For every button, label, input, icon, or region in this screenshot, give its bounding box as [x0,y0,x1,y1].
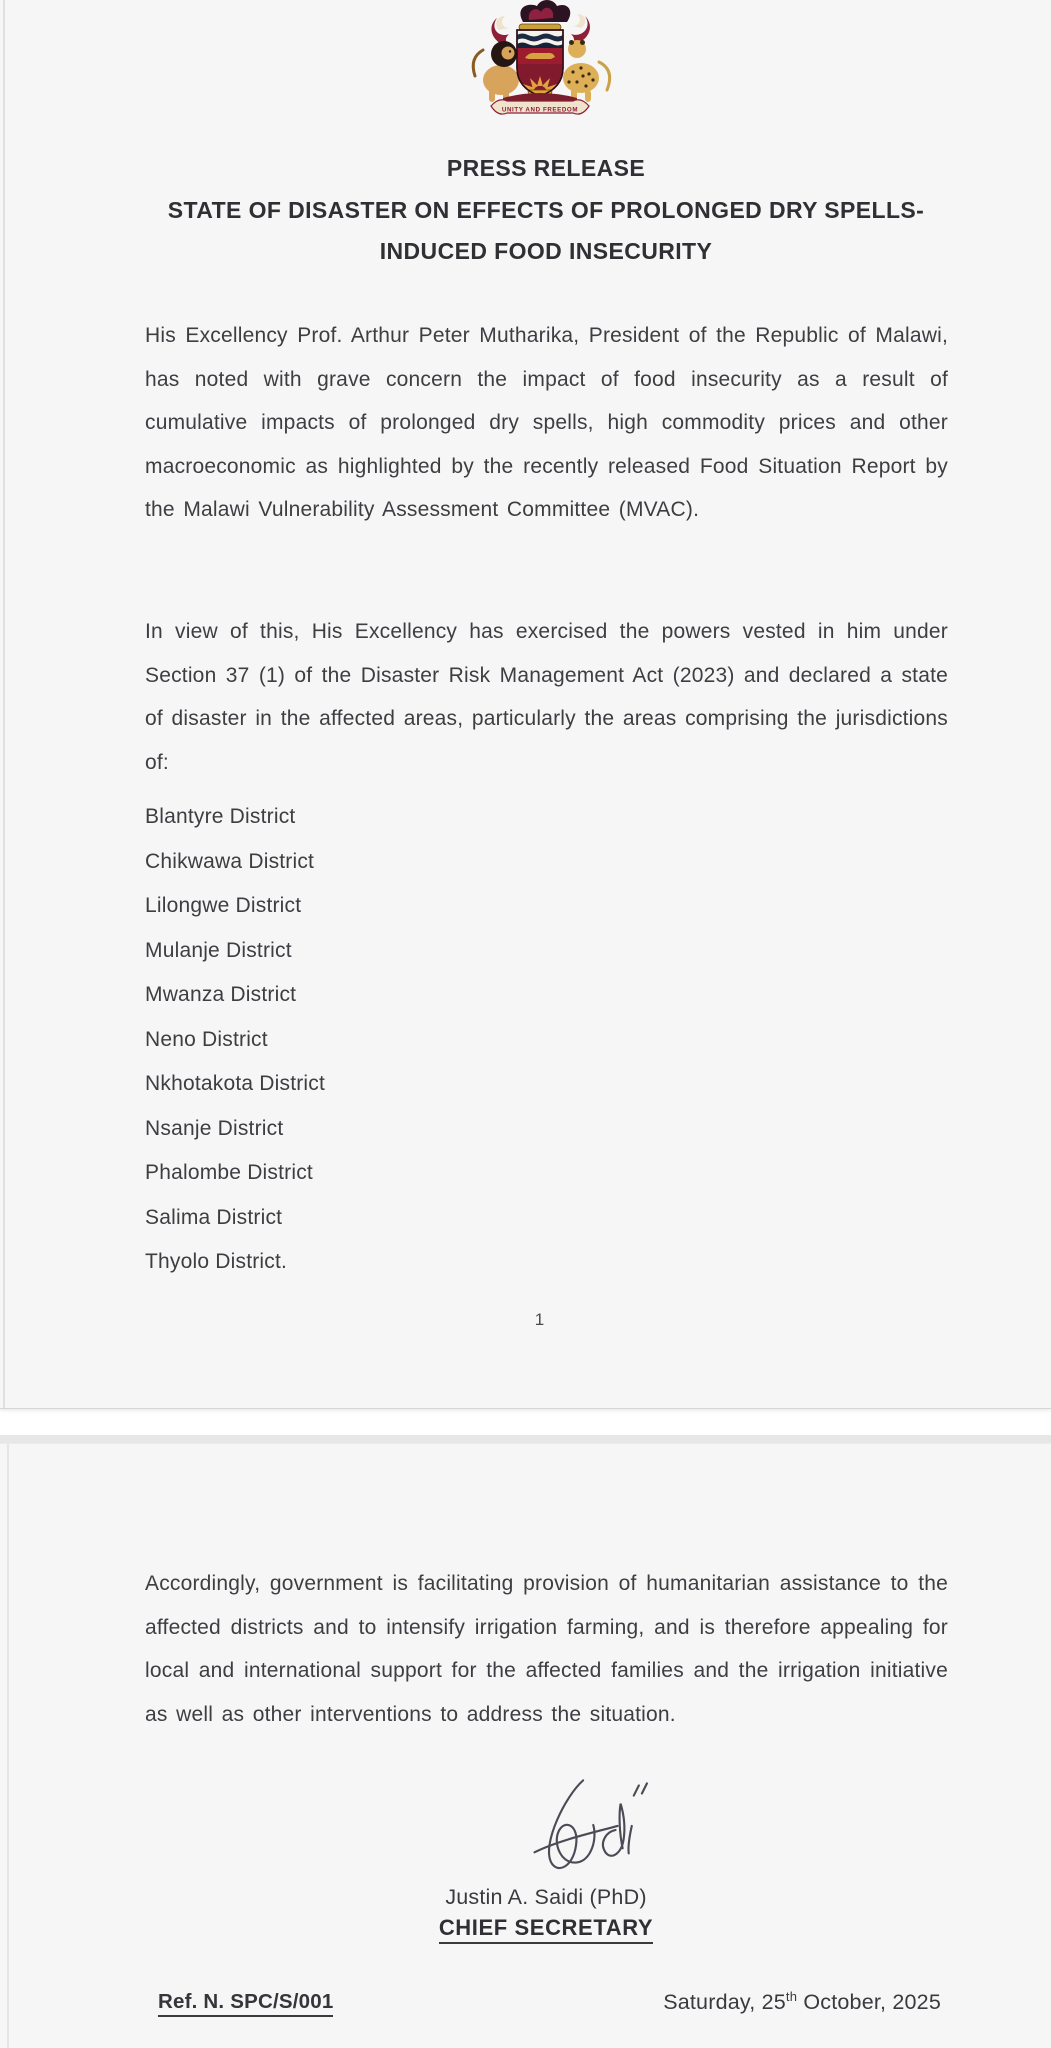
district-item: Lilongwe District [145,894,302,917]
paragraph-appeal: Accordingly, government is facilitating provision of humanitarian assistance to the affected districts and to intensify irrigation farming, and is therefore appealing for local and international support for the affected families and the irrigation initiative as well as other interventions to address the situation. [145,1572,948,1726]
coat-of-arms-motto: UNITY AND FREEDOM [501,106,579,114]
press-release-heading: PRESS RELEASE [446,155,646,181]
page-2 [0,1443,1051,2048]
headline-line-2: INDUCED FOOD INSECURITY [379,238,713,264]
district-item: Neno District [145,1027,268,1051]
date-month-year-part: October, 2025 [797,1990,941,2014]
district-item: Nkhotakota District [145,1072,326,1095]
scan-edge-line [7,1444,9,2048]
page-number: 1 [534,1310,545,1329]
date-ordinal: th [785,1988,798,2004]
headline-line-1: STATE OF DISASTER ON EFFECTS OF PROLONGED DRY SPELLS- [167,196,925,223]
signature-icon [498,1772,650,1886]
title-block [145,148,947,273]
date-day-part: Saturday, 25 [663,1990,786,2014]
district-list [145,795,745,1285]
district-item: Thyolo District. [145,1250,288,1273]
district-item: Mulanje District [145,938,292,962]
signatory-title-text: CHIEF SECRETARY [439,1915,653,1944]
signatory-title [145,1915,947,1944]
district-item: Mwanza District [145,983,297,1006]
district-item: Salima District [145,1205,283,1229]
district-item: Chikwawa District [145,849,315,873]
district-item: Blantyre District [145,805,296,828]
scan-edge-line [3,0,5,1408]
malawi-coat-of-arms-icon [453,0,627,128]
district-item: Nsanje District [145,1116,284,1140]
page-divider [0,1435,1051,1443]
paragraph-intro: His Excellency Prof. Arthur Peter Mutharika, President of the Republic of Malawi, has noted with grave concern the impact of food insecurity as a result of cumulative impacts of prolonged dry spells, high commodity prices and other macroeconomic as highlighted by the recently released Food Situation Report by the Malawi Vulnerability Assessment Committee (MVAC). [145,324,948,521]
release-date [663,1990,941,2015]
signatory-name: Justin A. Saidi (PhD) [445,1885,647,1909]
reference-number [158,1990,333,2017]
reference-number-text: Ref. N. SPC/S/001 [158,1990,333,2017]
district-item: Phalombe District [145,1161,313,1184]
paragraph-declaration: In view of this, His Excellency has exercised the powers vested in him under Section 37 (1) of the Disaster Risk Management Act (2023) and declared a state of disaster in the affected areas, particularly the areas comprising the jurisdictions of: [145,620,948,774]
